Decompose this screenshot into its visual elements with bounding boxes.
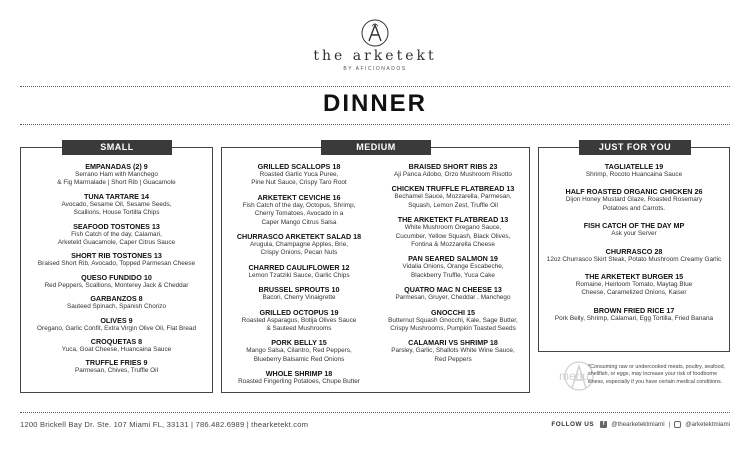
menu-item (541, 247, 727, 264)
footer (20, 420, 730, 434)
menu-item (224, 193, 374, 227)
menu-item-description: Blueberry Balsamic Red Onions (253, 355, 345, 363)
menu-item (224, 369, 374, 386)
menu-item (23, 316, 210, 333)
social-links (551, 421, 730, 428)
menu-item-description: Cucumber, Yellow Squash, Black Olives, (395, 232, 511, 240)
menu-item-description: Roasted Garlic Yuca Puree, (259, 171, 339, 178)
menu-item (224, 308, 374, 334)
menu-item-description: Blackberry Truffle, Yuca Cake (411, 271, 495, 279)
menu-item-name: WHOLE SHRIMP 18 (265, 369, 333, 379)
divider-bottom (20, 124, 730, 125)
menu-item-description: Pine Nut Sauce, Crispy Taro Root (251, 179, 347, 187)
section-medium (221, 142, 530, 393)
menu-item-description: White Mushroom Oregano Sauce, (404, 224, 502, 232)
menu-item-name: CALAMARI VS SHRIMP 18 (408, 338, 498, 348)
section-small-items (23, 162, 210, 380)
menu-item (23, 192, 210, 218)
menu-item-description: Fish Catch of the day, Octopus, Shrimp, (242, 201, 356, 209)
menu-item-name: FISH CATCH OF THE DAY MP (583, 221, 685, 231)
menu-item-description: Cheese, Caramelized Onions, Kaiser (581, 289, 687, 297)
menu-item-name: CROQUETAS 8 (90, 337, 143, 347)
menu-item-description: Parsley, Garlic, Shallots White Wine Sauce, (391, 347, 515, 355)
menu-item-name: GRILLED SCALLOPS 18 (257, 162, 341, 171)
menu-item-description: Caper Mango Citrus Salsa (261, 218, 337, 226)
menu-item-description: & Sauteed Mushrooms (266, 325, 332, 333)
menu-item-name: SEAFOOD TOSTONES 13 (73, 221, 160, 231)
menu-item-description: Sauteed Spinach, Spanish Chorizo (66, 303, 167, 311)
menu-item-name: GARBANZOS 8 (90, 294, 143, 304)
menu-item (23, 162, 210, 188)
menu-item-description: Oregano, Garlic Confit, Extra Virgin Olive Oil, Flat Bread (37, 324, 196, 332)
menu-item (224, 263, 374, 280)
section-just-for-you (538, 142, 730, 352)
footer-address: 1200 Brickell Bay Dr. Ste. 107 Miami FL, 33131 | 786.482.6989 | thearketekt.com (20, 420, 309, 429)
menu-item (378, 215, 528, 249)
menu-item-description: Crispy Mushrooms, Pumpkin Toasted Seeds (390, 325, 516, 333)
section-medium-items-left (224, 162, 374, 392)
menu-item-description: Scallions, House Tortilla Chips (73, 209, 160, 217)
instagram-handle[interactable]: @arketektmiami (685, 421, 730, 428)
menu-item (378, 184, 528, 210)
menu-item-description: Vidalia Onions, Orange Escabeche, (402, 263, 504, 271)
menu-item-name: TRUFFLE FRIES 9 (85, 358, 148, 368)
watermark-text: menu (559, 369, 590, 383)
menu-item-description: Dijon Honey Mustard Glaze, Roasted Rosemary (565, 196, 703, 204)
brand-tagline: BY AFICIONADOS (343, 66, 407, 72)
section-small (20, 142, 213, 393)
menu-item-name: PORK BELLY 15 (271, 338, 327, 348)
menu-item (378, 162, 528, 179)
menu-item-description: Bacon, Cherry Vinaigrette (262, 294, 336, 302)
menu-item-name: HALF ROASTED ORGANIC CHICKEN 26 (565, 187, 703, 197)
menu-item (541, 162, 727, 179)
menu-item-name: QUESO FUNDIDO 10 (81, 272, 152, 282)
menu-item-name: THE ARKETEKT BURGER 15 (584, 272, 684, 282)
menu-title: DINNER (322, 90, 427, 117)
menu-item-description: Avocado, Sesame Oil, Sesame Seeds, (61, 200, 172, 208)
menu-item-description: Crispy Onions, Pecan Nuts (260, 249, 338, 257)
menu-item-description: Shrimp, Rocoto Huancaina Sauce (585, 171, 683, 178)
separator: | (668, 421, 671, 428)
menu-item-description: Red Peppers (434, 355, 472, 363)
menu-item (378, 338, 528, 364)
menu-item-name: BROWN FRIED RICE 17 (593, 305, 675, 315)
section-medium-items-right (378, 162, 528, 369)
menu-item-name: ARKETEKT CEVICHE 16 (257, 192, 341, 202)
menu-item (23, 222, 210, 248)
menu-item-description: 12oz Churrasco Skirt Steak, Potato Mushroom Creamy Garlic (546, 255, 722, 263)
menu-item-description: Arketekt Guacamole, Caper Citrus Sauce (57, 239, 176, 247)
menu-item-name: PAN SEARED SALMON 19 (408, 254, 498, 264)
menu-item-description: Bechamel Sauce, Mozzarella, Parmesan, (394, 193, 512, 201)
menu-item-name: THE ARKETEKT FLATBREAD 13 (397, 215, 509, 225)
menu-item-name: GNOCCHI 15 (431, 307, 475, 317)
menu-header (0, 0, 750, 86)
section-title-just-for-you: JUST FOR YOU (579, 140, 691, 155)
menu-item-description: Butternut Squash Gnocchi, Kale, Sage Butter, (388, 316, 518, 324)
divider-footer (20, 412, 730, 413)
menu-item-description: Red Peppers, Scallions, Monterey Jack & Cheddar (44, 281, 189, 289)
section-title-medium: MEDIUM (321, 140, 431, 155)
menu-item-name: QUATRO MAC N CHEESE 13 (404, 285, 502, 295)
divider-top (20, 86, 730, 87)
menu-item-description: Braised Short Rib, Avocado, Topped Parmesan Cheese (37, 260, 196, 268)
menu-item (541, 272, 727, 298)
menu-item-description: Cherry Tomatoes, Avocado in a (254, 210, 344, 218)
menu-item (23, 273, 210, 290)
disclaimer-text: *Consuming raw or undercooked meats, poultry, seafood, shellfish, or eggs, may increase your risk of foodborne illness, especially if you have certain medical conditions. (588, 364, 726, 385)
menu-item-description: Squash, Lemon Zest, Truffle Oil (408, 201, 498, 209)
menu-item-description: Roasted Fingerling Potatoes, Chupe Butter (238, 378, 360, 386)
menu-item-description: Roasted Asparagus, Botija Olives Sauce (241, 316, 357, 324)
arketekt-logo-icon (360, 18, 390, 48)
menu-item-description: & Fig Marmalade | Short Rib | Guacamole (57, 179, 176, 187)
menu-item-description: Yuca, Goat Cheese, Huancaina Sauce (61, 346, 172, 354)
menu-item (23, 358, 210, 375)
section-just-for-you-items (541, 162, 727, 331)
menu-item (23, 251, 210, 268)
menu-item (378, 254, 528, 280)
menu-item-name: OLIVES 9 (100, 315, 133, 325)
menu-item (23, 337, 210, 354)
menu-item-name: TUNA TARTARE 14 (84, 191, 149, 201)
menu-item-name: CHARRED CAULIFLOWER 12 (248, 262, 350, 272)
menu-item-description: Fontina & Mozzarella Cheese (411, 241, 495, 249)
section-title-small: SMALL (62, 140, 172, 155)
menu-item-description: Pork Belly, Shrimp, Calamari, Egg Tortilla, Fried Banana (554, 314, 714, 322)
menu-item (541, 187, 727, 213)
menu-item-name: CHURRASCO ARKETEKT SALAD 18 (236, 232, 362, 242)
menu-item (541, 306, 727, 323)
menu-item (541, 221, 727, 238)
menu-item (224, 285, 374, 302)
menu-item (224, 232, 374, 258)
menu-item-description: Arugula, Champagne Apples, Brie, (249, 241, 349, 249)
menu-item-name: CHURRASCO 28 (605, 246, 663, 256)
menu-item-name: TAGLIATELLE 19 (604, 162, 664, 171)
facebook-icon[interactable]: f (600, 421, 607, 428)
menu-item-description: Aji Panca Adobo, Orzo Mushroom Risotto (394, 171, 512, 178)
menu-item-description: Lemon Tzatziki Sauce, Garlic Chips (248, 271, 350, 279)
facebook-handle[interactable]: @thearketektmiami (611, 421, 665, 428)
instagram-icon[interactable] (674, 421, 681, 428)
menu-item-description: Ask your Server (611, 230, 657, 238)
menu-item-name: CHICKEN TRUFFLE FLATBREAD 13 (391, 184, 515, 194)
menu-item-description: Parmesan, Chives, Truffle Oil (75, 367, 158, 375)
brand-name: the arketekt (313, 48, 437, 64)
menu-item-description: Fish Catch of the day, Calamari, (71, 230, 162, 238)
menu-item (23, 294, 210, 311)
menu-item-description: Mango Salsa, Cilantro, Red Peppers, (246, 347, 352, 355)
menu-item-description: Parmesan, Gruyer, Cheddar , Manchego (395, 294, 511, 302)
follow-label: FOLLOW US (551, 421, 595, 428)
menu-item (378, 285, 528, 302)
menu-item-name: BRAISED SHORT RIBS 23 (408, 162, 498, 171)
menu-item-name: SHORT RIB TOSTONES 13 (71, 251, 162, 261)
menu-item-description: Serrano Ham with Manchego (75, 171, 158, 178)
menu-item (378, 308, 528, 334)
menu-item-description: Romaine, Heirloom Tomato, Maytag Blue (575, 281, 693, 289)
menu-item (224, 162, 374, 188)
menu-item-name: EMPANADAS (2) 9 (85, 162, 148, 171)
menu-item-name: BRUSSEL SPROUTS 10 (258, 285, 340, 295)
menu-item (224, 338, 374, 364)
menu-item-name: GRILLED OCTOPUS 19 (259, 307, 339, 317)
menu-item-description: Potatoes and Carrots. (602, 204, 666, 212)
